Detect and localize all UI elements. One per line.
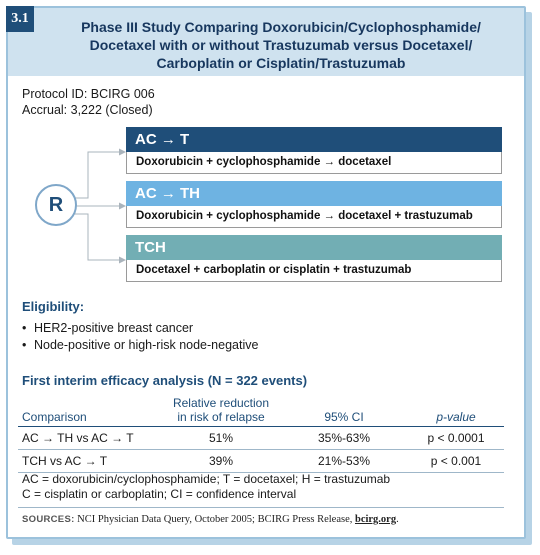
table-header-row bbox=[18, 396, 504, 427]
cell-p-value: p < 0.0001 bbox=[427, 431, 485, 445]
sources-end: . bbox=[396, 514, 399, 525]
header-reduction bbox=[162, 396, 280, 427]
header-comparison: Comparison bbox=[22, 410, 87, 424]
arm-ac-t bbox=[126, 127, 502, 174]
cell-comparison: TCH vs AC → T bbox=[22, 454, 108, 468]
arm-ac-th bbox=[126, 181, 502, 228]
arm-regimen: Doxorubicin + cyclophosphamide → docetaxel + trastuzumab bbox=[126, 206, 502, 228]
sources-link[interactable]: bcirg.org bbox=[354, 514, 397, 525]
table-row bbox=[18, 427, 504, 450]
efficacy-table bbox=[18, 396, 504, 473]
connector-arm-3 bbox=[74, 214, 124, 260]
table-row bbox=[18, 450, 504, 473]
header-reduction-line-1: Relative reduction bbox=[172, 396, 270, 410]
header-reduction-line-2: in risk of relapse bbox=[177, 410, 265, 424]
arm-tch bbox=[126, 235, 502, 282]
cell-reduction: 51% bbox=[208, 431, 234, 445]
sources-text: NCI Physician Data Query, October 2005; BCIRG Press Release, bbox=[77, 514, 353, 525]
cell-p-value: p < 0.001 bbox=[430, 454, 482, 468]
connector-arm-1 bbox=[74, 152, 124, 198]
arm-label: AC → TH bbox=[126, 181, 502, 206]
title-line-3: Carboplatin or Cisplatin/Trastuzumab bbox=[156, 55, 406, 71]
figure-number-badge: 3.1 bbox=[6, 6, 34, 32]
header-ci: 95% CI bbox=[324, 410, 364, 424]
arm-regimen: Docetaxel + carboplatin or cisplatin + trastuzumab bbox=[126, 260, 502, 282]
cell-comparison: AC → TH vs AC → T bbox=[22, 431, 134, 445]
title-line-2: Docetaxel with or without Trastuzumab versus Docetaxel/ bbox=[89, 37, 473, 53]
eligibility-list bbox=[22, 320, 258, 354]
sources-line bbox=[22, 514, 399, 525]
efficacy-title: First interim efficacy analysis (N = 322 events) bbox=[22, 373, 308, 388]
arrowhead-arm-1 bbox=[119, 149, 126, 156]
eligibility-title: Eligibility: bbox=[22, 299, 85, 314]
footnote-line-1: AC = doxorubicin/cyclophosphamide; T = docetaxel; H = trastuzumab bbox=[22, 472, 391, 486]
arm-label: AC → T bbox=[126, 127, 502, 152]
arm-label: TCH bbox=[126, 235, 502, 260]
arm-regimen: Doxorubicin + cyclophosphamide → docetaxel bbox=[126, 152, 502, 174]
footnote-line-2: C = cisplatin or carboplatin; CI = confidence interval bbox=[22, 487, 297, 501]
list-item: • HER2-positive breast cancer bbox=[22, 320, 258, 337]
accrual: Accrual: 3,222 (Closed) bbox=[22, 103, 153, 117]
cell-ci: 21%-53% bbox=[317, 454, 371, 468]
title-line-1: Phase III Study Comparing Doxorubicin/Cyclophosphamide/ bbox=[81, 19, 481, 35]
randomization-node: R bbox=[35, 184, 77, 226]
list-item: • Node-positive or high-risk node-negative bbox=[22, 337, 258, 354]
arrowhead-arm-2 bbox=[119, 203, 126, 210]
header-p-value bbox=[408, 396, 504, 427]
header-p-value-text: p-value bbox=[436, 410, 476, 424]
cell-ci: 35%-63% bbox=[317, 431, 371, 445]
arrowhead-arm-3 bbox=[119, 257, 126, 264]
protocol-id: Protocol ID: BCIRG 006 bbox=[22, 87, 155, 101]
abbreviations-footnote bbox=[22, 472, 390, 502]
divider bbox=[18, 507, 504, 508]
sources-label: SOURCES: bbox=[22, 514, 75, 525]
cell-reduction: 39% bbox=[208, 454, 234, 468]
